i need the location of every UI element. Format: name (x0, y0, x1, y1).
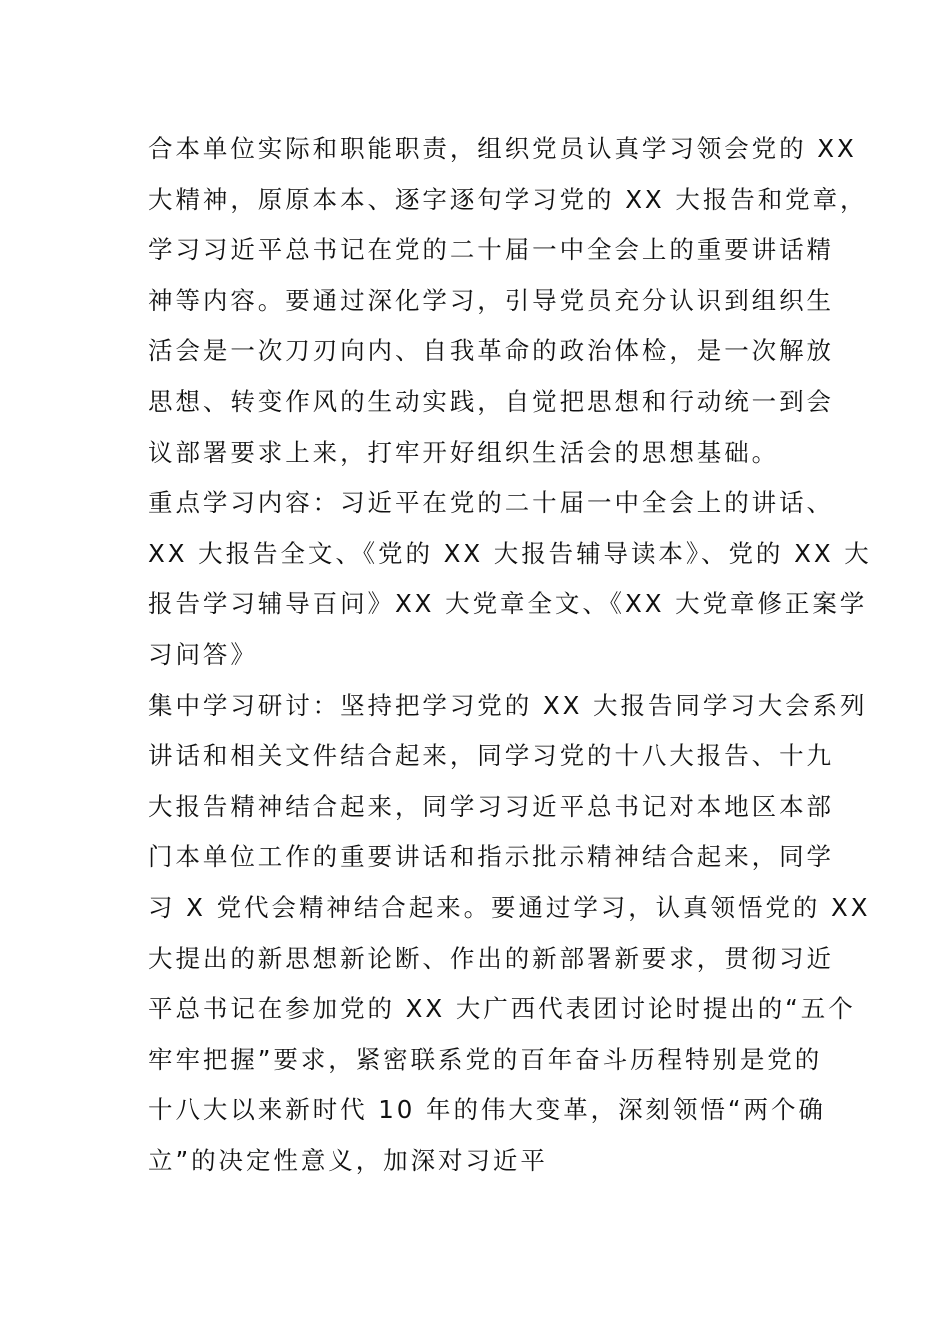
body-text (148, 124, 872, 1186)
text-line: 十八大以来新时代 10 年的伟大变革，深刻领悟“两个确 (148, 1095, 826, 1125)
text-line: 牢牢把握”要求，紧密联系党的百年奋斗历程特别是党的 (148, 1044, 823, 1074)
text-line: XX 大报告全文、《党的 XX 大报告辅导读本》、党的 XX 大 (148, 538, 872, 568)
text-line: 平总书记在参加党的 XX 大广西代表团讨论时提出的“五个 (148, 994, 856, 1024)
text-line: 活会是一次刀刃向内、自我革命的政治体检，是一次解放 (148, 336, 834, 366)
text-line: 思想、转变作风的生动实践，自觉把思想和行动统一到会 (148, 386, 834, 416)
text-line: 学习习近平总书记在党的二十届一中全会上的重要讲话精 (148, 235, 834, 265)
text-line: 习问答》 (148, 639, 258, 669)
text-line: 立”的决定性意义，加深对习近平 (148, 1145, 548, 1175)
section-heading-line: 集中学习研讨：坚持把学习党的 XX 大报告同学习大会系列 (148, 690, 868, 720)
text-line: 大报告精神结合起来，同学习习近平总书记对本地区本部 (148, 791, 834, 821)
text-line: 讲话和相关文件结合起来，同学习党的十八大报告、十九 (148, 741, 834, 771)
text-line: 大提出的新思想新论断、作出的新部署新要求，贯彻习近 (148, 943, 834, 973)
text-line: 报告学习辅导百问》XX 大党章全文、《XX 大党章修正案学 (148, 589, 868, 619)
section-heading-line: 重点学习内容：习近平在党的二十届一中全会上的讲话、 (148, 488, 834, 518)
text-line: 议部署要求上来，打牢开好组织生活会的思想基础。 (148, 437, 780, 467)
text-line: 合本单位实际和职能职责，组织党员认真学习领会党的 XX (148, 134, 857, 163)
text-line: 门本单位工作的重要讲话和指示批示精神结合起来，同学 (148, 842, 834, 872)
text-line: 神等内容。要通过深化学习，引导党员充分认识到组织生 (148, 285, 834, 315)
text-line: 大精神，原原本本、逐字逐句学习党的 XX 大报告和党章， (148, 184, 868, 214)
text-line: 习 X 党代会精神结合起来。要通过学习，认真领悟党的 XX (148, 892, 871, 922)
